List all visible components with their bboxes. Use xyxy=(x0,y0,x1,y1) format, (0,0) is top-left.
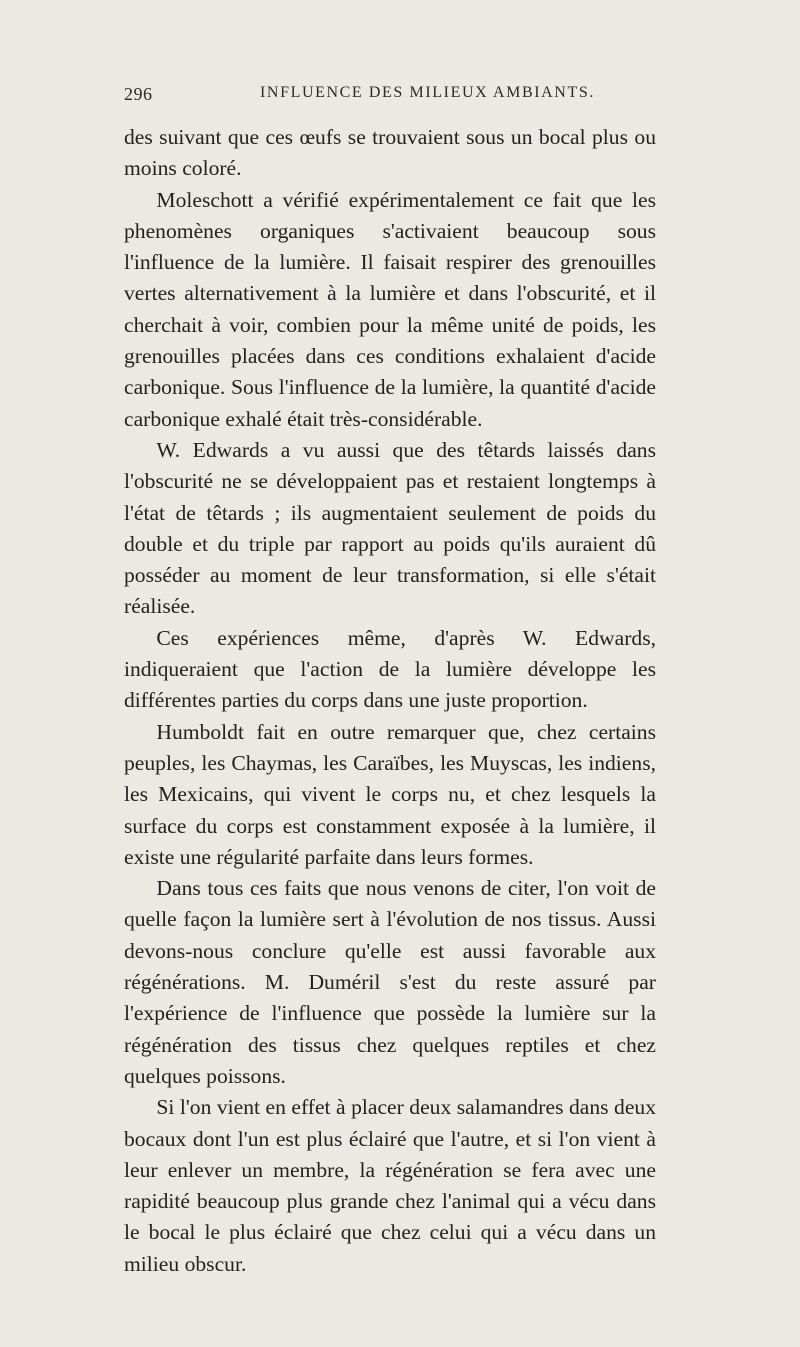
paragraph-moleschott: Moleschott a vérifié expérimentalement ce fait que les phenomènes organiques s'activaient beaucoup sous l'influence de la lumière. Il faisait respirer des grenouilles vertes alternativement à la lumière et dans l'obscurité, et il cherchait à voir, combien pour la même unité de poids, les grenouilles placées dans ces conditions exhalaient d'acide carbonique. Sous l'influence de la lumière, la quantité d'acide carbonique exhalé était très-considérable. xyxy=(124,187,656,431)
page-header xyxy=(124,84,644,110)
paragraph-continuation: des suivant que ces œufs se trouvaient sous un bocal plus ou moins coloré. xyxy=(124,125,656,181)
body-text xyxy=(124,122,656,1280)
paragraph-dumeril: Dans tous ces faits que nous venons de citer, l'on voit de quelle façon la lumière sert à l'évolution de nos tissus. Aussi devons-nous conclure qu'elle est aussi favorable aux régénérations. M. Duméril s'est du reste assuré par l'expérience de l'influence que possède la lumière sur la régénération des tissus chez quelques reptiles et chez quelques poissons. xyxy=(124,876,656,1088)
paragraph-salamanders: Si l'on vient en effet à placer deux salamandres dans deux bocaux dont l'un est plus éclairé que l'autre, et si l'on vient à leur enlever un membre, la régénération se fera avec une rapidité beaucoup plus grande chez l'animal qui a vécu dans le bocal le plus éclairé que chez celui qui a vécu dans un milieu obscur. xyxy=(124,1095,656,1276)
page-number: 296 xyxy=(124,84,153,104)
running-head: INFLUENCE DES MILIEUX AMBIANTS. xyxy=(260,84,595,101)
paragraph-humboldt: Humboldt fait en outre remarquer que, chez certains peuples, les Chaymas, les Caraïbes, les Muyscas, les indiens, les Mexicains, qui vivent le corps nu, et chez lesquels la surface du corps est constamment exposée à la lumière, il existe une régularité parfaite dans leurs formes. xyxy=(124,719,656,869)
paragraph-edwards-tadpoles: W. Edwards a vu aussi que des têtards laissés dans l'obscurité ne se développaient pas et restaient longtemps à l'état de têtards ; ils augmentaient seulement de poids du double et du triple par rapport au poids qu'ils auraient dû posséder au moment de leur transformation, si elle s'était réalisée. xyxy=(124,437,656,619)
paragraph-edwards-conclusion: Ces expériences même, d'après W. Edwards, indiqueraient que l'action de la lumière développe les différentes parties du corps dans une juste proportion. xyxy=(124,625,656,713)
